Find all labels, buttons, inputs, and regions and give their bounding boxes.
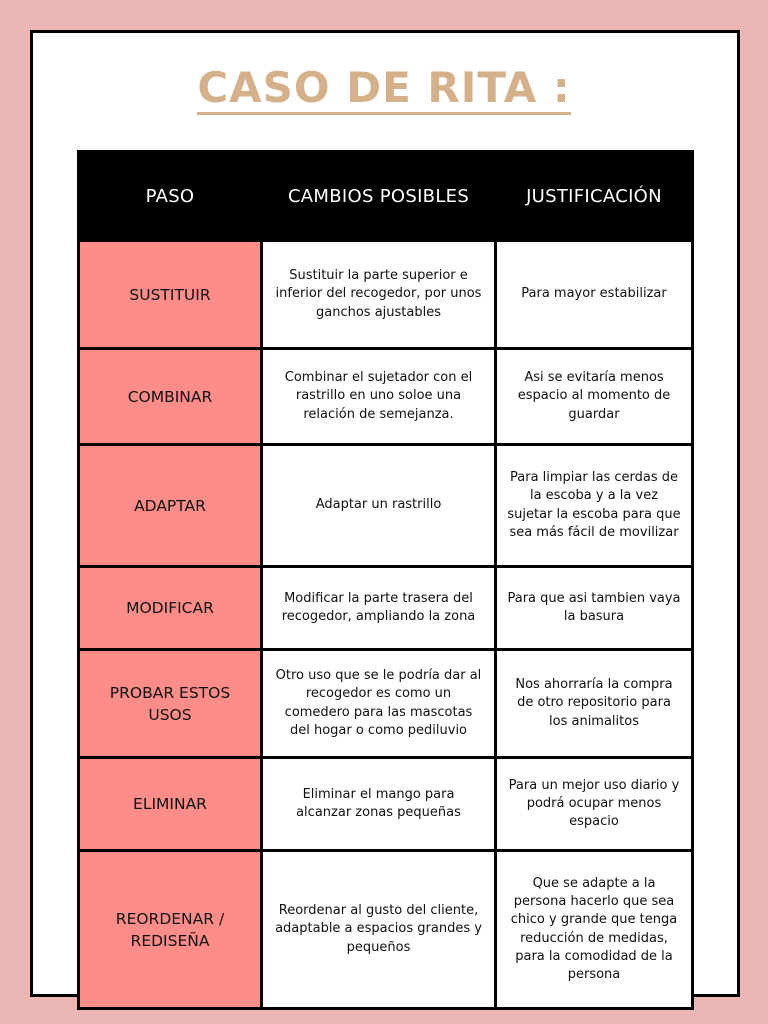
scamper-table bbox=[77, 150, 694, 1010]
justification-cell: Para un mejor uso diario y podrá ocupar menos espacio bbox=[496, 758, 693, 851]
table-header-row bbox=[79, 152, 693, 241]
table-row bbox=[79, 758, 693, 851]
change-cell: Adaptar un rastrillo bbox=[262, 445, 496, 567]
change-cell: Otro uso que se le podría dar al recogedor es como un comedero para las mascotas del hogar o como pediluvio bbox=[262, 650, 496, 758]
table-row bbox=[79, 241, 693, 349]
change-cell: Eliminar el mango para alcanzar zonas pequeñas bbox=[262, 758, 496, 851]
step-cell: REORDENAR / REDISEÑA bbox=[79, 851, 262, 1009]
change-cell: Combinar el sujetador con el rastrillo en uno soloe una relación de semejanza. bbox=[262, 349, 496, 445]
table-row bbox=[79, 567, 693, 650]
change-cell: Modificar la parte trasera del recogedor, ampliando la zona bbox=[262, 567, 496, 650]
justification-cell: Para mayor estabilizar bbox=[496, 241, 693, 349]
change-cell: Reordenar al gusto del cliente, adaptable a espacios grandes y pequeños bbox=[262, 851, 496, 1009]
step-cell: PROBAR ESTOS USOS bbox=[79, 650, 262, 758]
page-title-text: CASO DE RITA : bbox=[197, 63, 570, 115]
table-row bbox=[79, 445, 693, 567]
header-justificacion: JUSTIFICACIÓN bbox=[496, 152, 693, 241]
step-cell: COMBINAR bbox=[79, 349, 262, 445]
table-row bbox=[79, 349, 693, 445]
justification-cell: Para que asi tambien vaya la basura bbox=[496, 567, 693, 650]
step-cell: ELIMINAR bbox=[79, 758, 262, 851]
table-row bbox=[79, 650, 693, 758]
step-cell: SUSTITUIR bbox=[79, 241, 262, 349]
table-row bbox=[79, 851, 693, 1009]
justification-cell: Que se adapte a la persona hacerlo que sea chico y grande que tenga reducción de medidas, para la comodidad de la persona bbox=[496, 851, 693, 1009]
justification-cell: Nos ahorraría la compra de otro repositorio para los animalitos bbox=[496, 650, 693, 758]
change-cell: Sustituir la parte superior e inferior del recogedor, por unos ganchos ajustables bbox=[262, 241, 496, 349]
justification-cell: Para limpiar las cerdas de la escoba y a la vez sujetar la escoba para que sea más fácil de movilizar bbox=[496, 445, 693, 567]
justification-cell: Asi se evitaría menos espacio al momento de guardar bbox=[496, 349, 693, 445]
header-cambios-posibles: CAMBIOS POSIBLES bbox=[262, 152, 496, 241]
page-title bbox=[0, 58, 768, 118]
step-cell: ADAPTAR bbox=[79, 445, 262, 567]
step-cell: MODIFICAR bbox=[79, 567, 262, 650]
header-paso: PASO bbox=[79, 152, 262, 241]
